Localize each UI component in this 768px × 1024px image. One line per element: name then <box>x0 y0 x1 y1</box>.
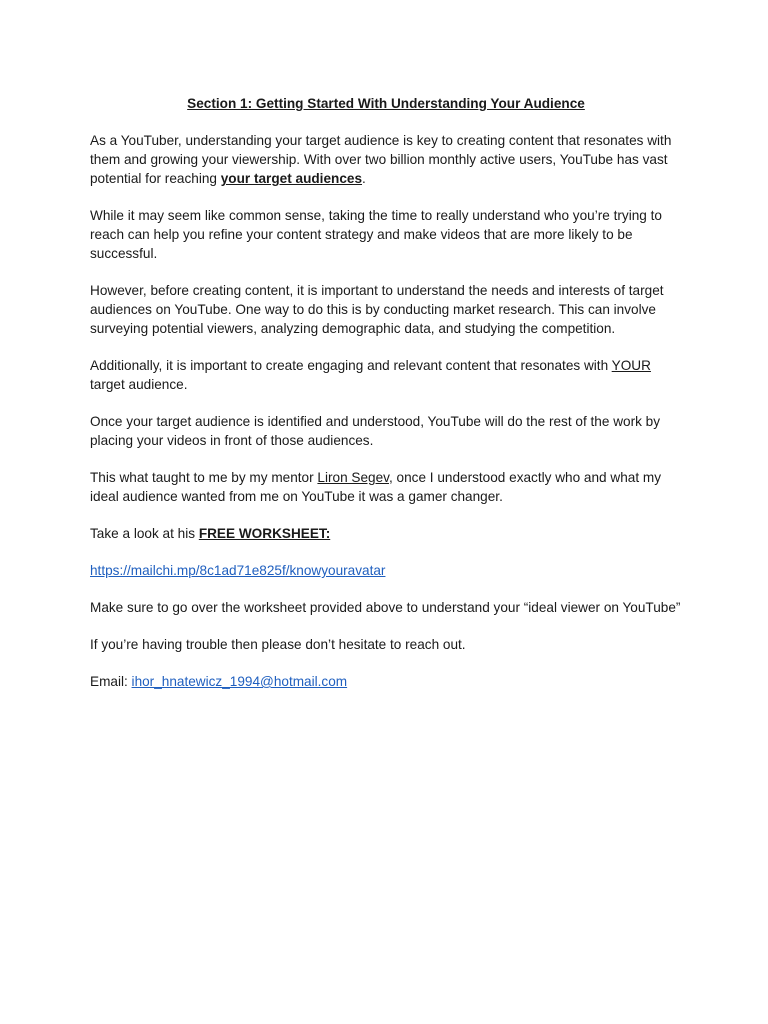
paragraph-worksheet-reminder: Make sure to go over the worksheet provided above to understand your “ideal viewer on YouTube” <box>90 600 681 615</box>
paragraph-intro: As a YouTuber, understanding your target audience is key to creating content that resonates with them and growing your viewership. With over two billion monthly active users, YouTube has vast potential for reaching your target audiences. <box>90 133 672 186</box>
emphasis-target-audiences: your target audiences <box>220 171 363 186</box>
email-link[interactable]: ihor_hnatewicz_1994@hotmail.com <box>131 674 348 689</box>
document-page <box>90 94 682 709</box>
paragraph-mentor: This what taught to me by my mentor Liron Segev, once I understood exactly who and what my ideal audience wanted from me on YouTube it was a gamer changer. <box>90 470 661 504</box>
paragraph-email <box>90 672 682 691</box>
emphasis-your: YOUR <box>611 358 651 373</box>
paragraph-worksheet-link <box>90 561 682 580</box>
section-title: Section 1: Getting Started With Understanding Your Audience <box>187 96 585 111</box>
worksheet-link[interactable]: https://mailchi.mp/8c1ad71e825f/knowyouravatar <box>90 563 386 578</box>
paragraph-youtube-placement: Once your target audience is identified and understood, YouTube will do the rest of the work by placing your videos in front of those audiences. <box>90 414 661 448</box>
email-label: Email: <box>90 674 132 689</box>
paragraph-engaging-content: Additionally, it is important to create engaging and relevant content that resonates with YOUR target audience. <box>90 358 651 392</box>
paragraph-common-sense: While it may seem like common sense, taking the time to really understand who you’re trying to reach can help you refine your content strategy and make videos that are more likely to be successful. <box>90 208 662 261</box>
emphasis-free-worksheet: FREE WORKSHEET: <box>198 526 331 541</box>
mentor-name: Liron Segev <box>317 470 389 485</box>
paragraph-market-research: However, before creating content, it is important to understand the needs and interests of target audiences on YouTube. One way to do this is by conducting market research. This can involve surveying potential viewers, analyzing demographic data, and studying the competition. <box>90 283 664 336</box>
paragraph-worksheet-intro: Take a look at his FREE WORKSHEET: <box>90 526 331 541</box>
paragraph-reach-out: If you’re having trouble then please don’t hesitate to reach out. <box>90 637 466 652</box>
